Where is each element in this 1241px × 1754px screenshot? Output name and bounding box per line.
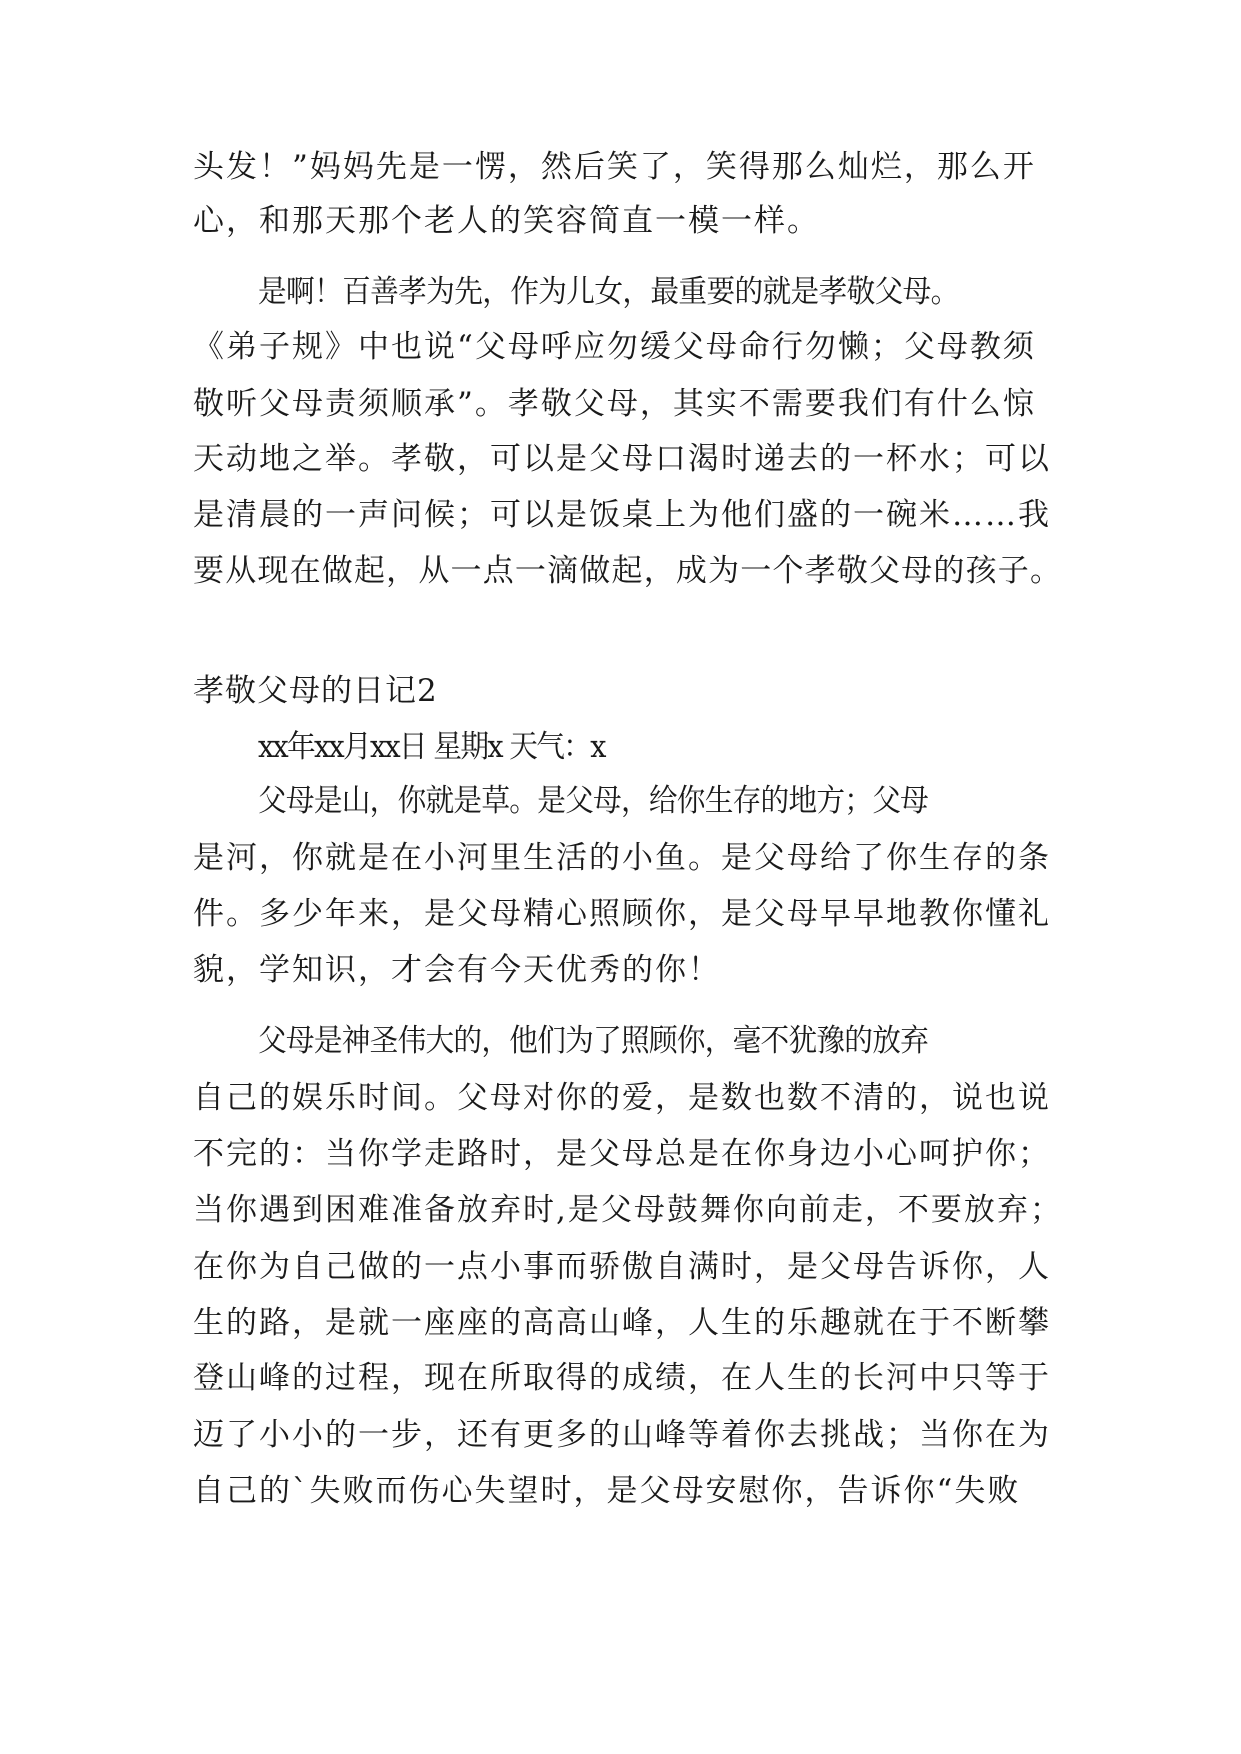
text-line: 父母是山，你就是草。是父母，给你生存的地方；父母 — [258, 783, 929, 819]
text-line: 登山峰的过程，现在所取得的成绩，在人生的长河中只等于 — [193, 1360, 1051, 1396]
text-line: 件。多少年来，是父母精心照顾你，是父母早早地教你懂礼 — [193, 896, 1051, 932]
text-line: 是河，你就是在小河里生活的小鱼。是父母给了你生存的条 — [193, 840, 1051, 876]
text-line: 当你遇到困难准备放弃时,是父母鼓舞你向前走，不要放弃； — [193, 1192, 1063, 1228]
text-line: 头发！”妈妈先是一愣，然后笑了，笑得那么灿烂，那么开 — [193, 149, 1036, 185]
text-line: 在你为自己做的一点小事而骄傲自满时，是父母告诉你，人 — [193, 1249, 1051, 1285]
text-line: 迈了小小的一步，还有更多的山峰等着你去挑战；当你在为 — [193, 1417, 1051, 1453]
text-line: 自己的娱乐时间。父母对你的爱，是数也数不清的，说也说 — [193, 1080, 1051, 1116]
text-line: 天动地之举。孝敬，可以是父母口渴时递去的一杯水；可以 — [193, 441, 1051, 477]
text-line: 敬听父母责须顺承”。孝敬父母，其实不需要我们有什么惊 — [193, 386, 1036, 422]
text-line: 生的路，是就一座座的高高山峰，人生的乐趣就在于不断攀 — [193, 1305, 1051, 1341]
text-line: 是清晨的一声问候；可以是饭桌上为他们盛的一碗米……我 — [193, 497, 1051, 533]
text-line: 《弟子规》中也说“父母呼应勿缓父母命行勿懒；父母教须 — [193, 329, 1036, 365]
text-line: 是啊！百善孝为先，作为儿女，最重要的就是孝敬父母。 — [258, 274, 959, 310]
text-line: 父母是神圣伟大的，他们为了照顾你，毫不犹豫的放弃 — [258, 1023, 929, 1059]
section-heading: 孝敬父母的日记2 — [193, 673, 438, 709]
text-line: 要从现在做起，从一点一滴做起，成为一个孝敬父母的孩子。 — [193, 553, 1063, 589]
text-line: 心，和那天那个老人的笑容简直一模一样。 — [193, 203, 820, 239]
text-line: 貌，学知识，才会有今天优秀的你！ — [193, 952, 721, 988]
diary-date-line: xx年xx月xx日 星期x 天气：x — [258, 729, 605, 765]
text-line: 不完的：当你学走路时，是父母总是在你身边小心呵护你； — [193, 1136, 1051, 1172]
text-line: 自己的`失败而伤心失望时，是父母安慰你，告诉你“失败 — [193, 1473, 1021, 1509]
